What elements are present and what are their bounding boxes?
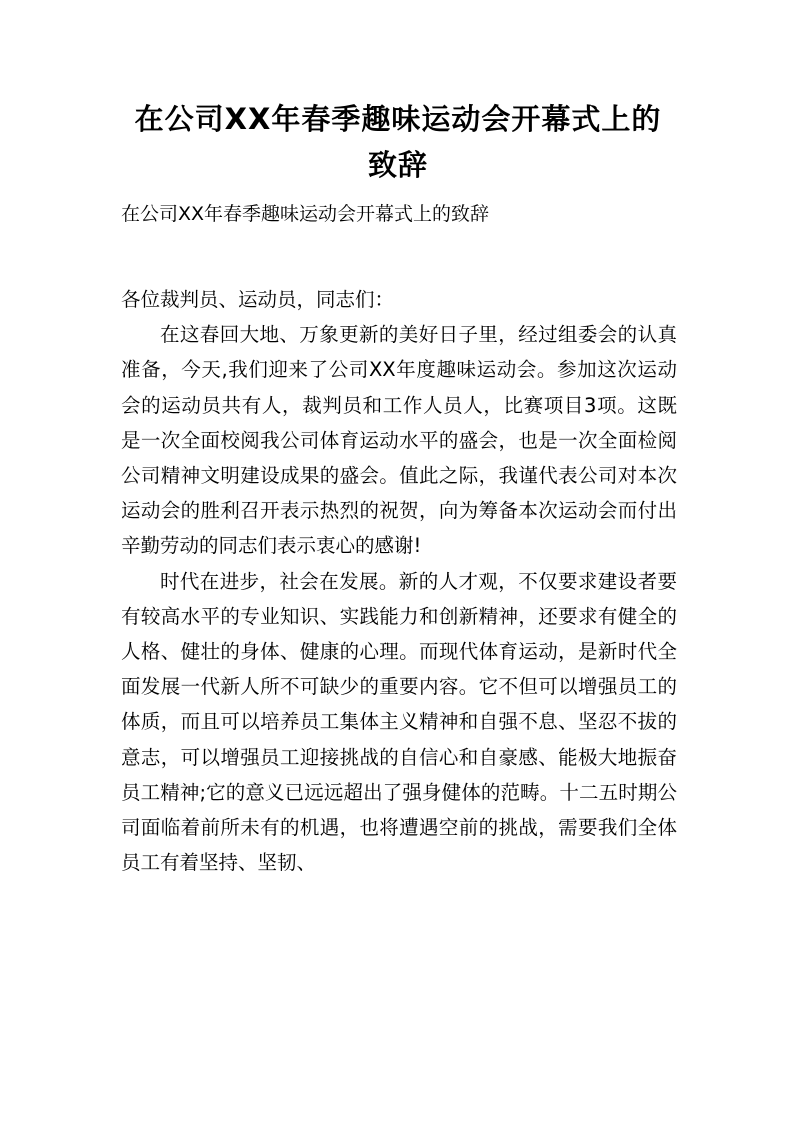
salutation: 各位裁判员、运动员，同志们： xyxy=(121,288,395,311)
paragraph-2: 时代在进步，社会在发展。新的人才观，不仅要求建设者要有较高水平的专业知识、实践能力和创新精神，还要求有健全的人格、健壮的身体、健康的心理。而现代体育运动，是新时代全面发展一代新人所不可缺少的重要内容。它不但可以增强员工的体质，而且可以培养员工集体主义精神和自强不息、坚忍不拔的意志，可以增强员工迎接挑战的自信心和自豪感、能极大地振奋员工精神;它的意义已远远超出了强身健体的范畴。十二五时期公司面临着前所未有的机遇，也将遭遇空前的挑战，需要我们全体员工有着坚持、坚韧、 xyxy=(121,569,677,875)
document-body xyxy=(121,282,677,880)
document-subtitle: 在公司XX年春季趣味运动会开幕式上的致辞 xyxy=(121,203,490,225)
paragraph-1: 在这春回大地、万象更新的美好日子里，经过组委会的认真准备，今天,我们迎来了公司XX年度趣味运动会。参加这次运动会的运动员共有人，裁判员和工作人员人，比赛项目3项。这既是一次全面校阅我公司体育运动水平的盛会，也是一次全面检阅公司精神文明建设成果的盛会。值此之际，我谨代表公司对本次运动会的胜利召开表示热烈的祝贺，向为筹备本次运动会而付出辛勤劳动的同志们表示衷心的感谢! xyxy=(121,323,677,558)
document-title: 在公司XX年春季趣味运动会开幕式上的致辞 xyxy=(134,102,662,182)
